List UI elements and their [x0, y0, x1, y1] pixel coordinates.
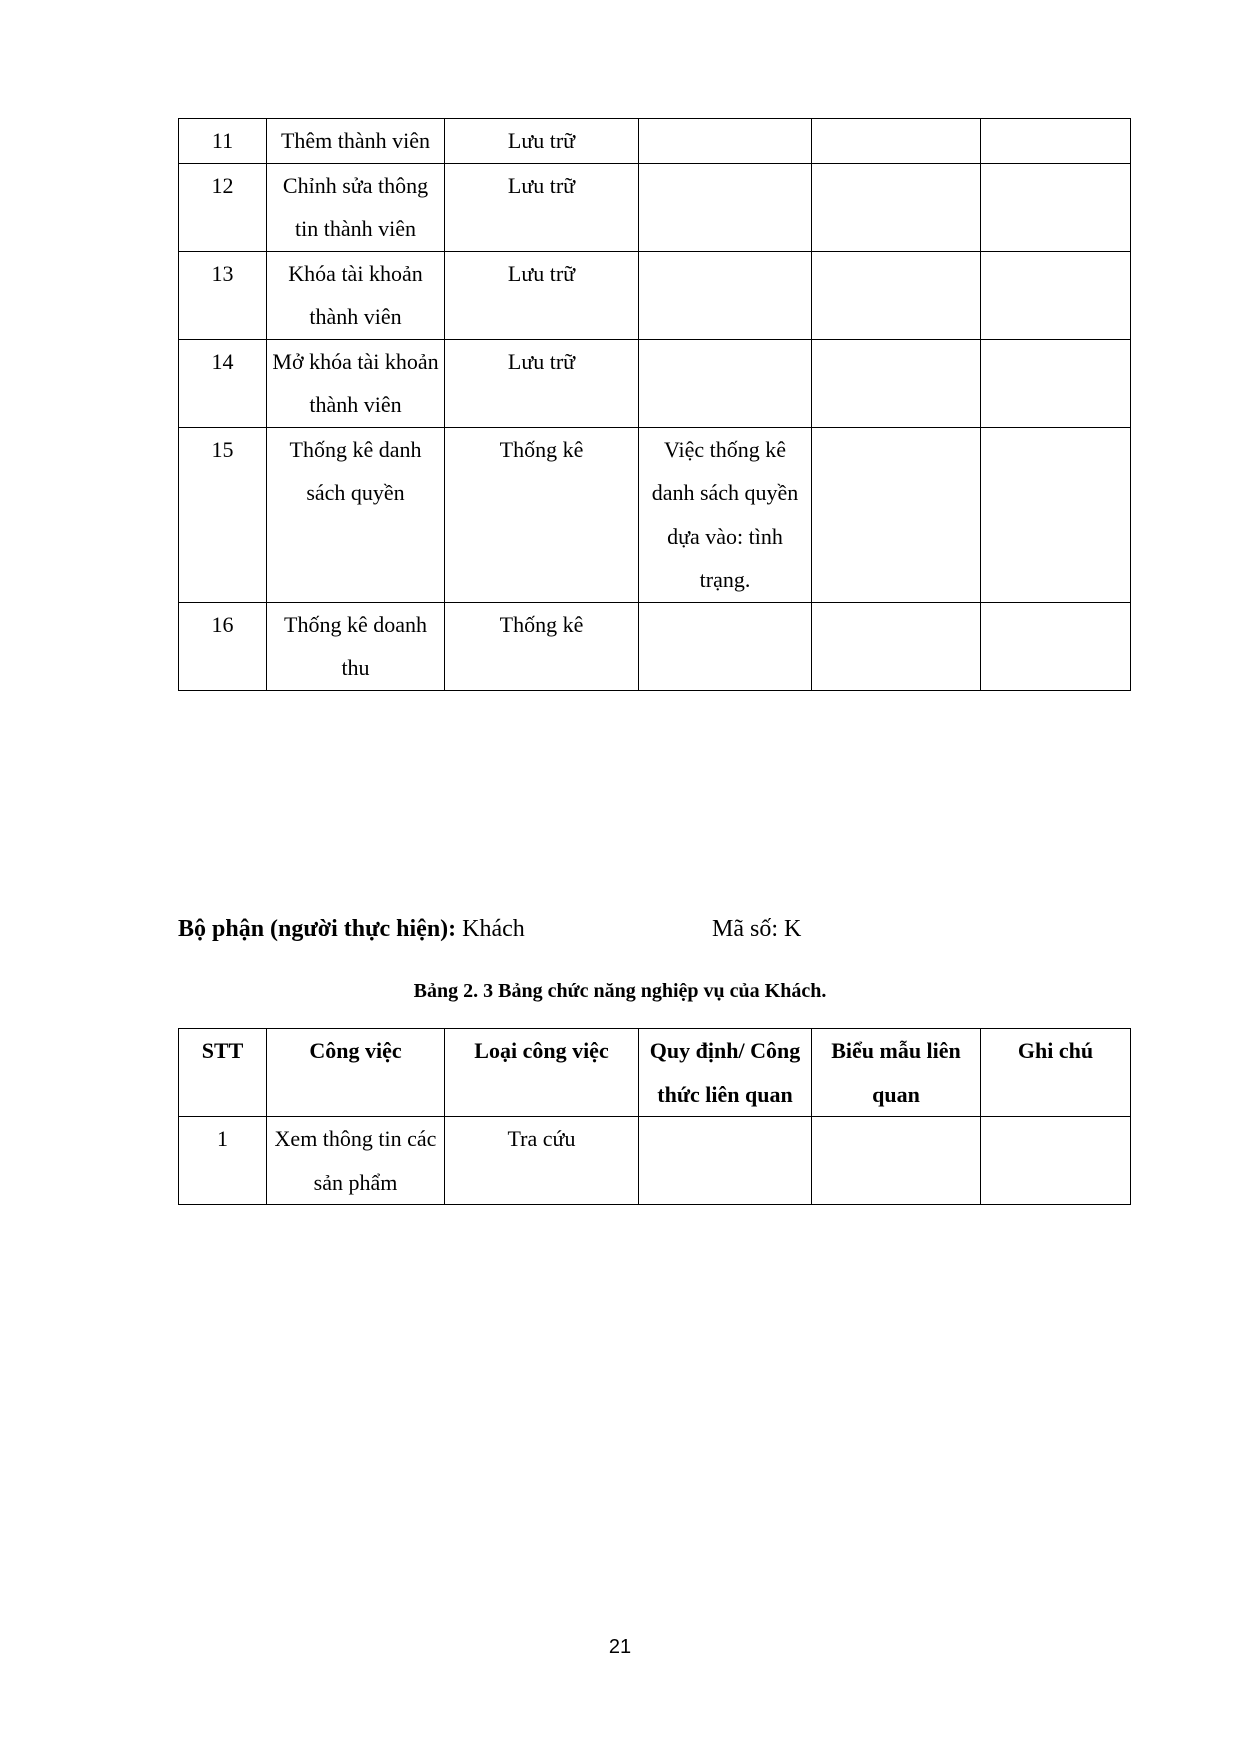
- rule-cell: [639, 251, 812, 339]
- note-cell: [981, 427, 1131, 602]
- note-cell: [981, 119, 1131, 164]
- task-cell: Thống kê danh sách quyền: [267, 427, 445, 602]
- header-task: Công việc: [267, 1029, 445, 1117]
- form-cell: [812, 602, 981, 690]
- table-row: [179, 1117, 1131, 1205]
- rule-cell: [639, 1117, 812, 1205]
- table-row: [179, 427, 1131, 602]
- table-header-row: [179, 1029, 1131, 1117]
- stt-cell: 11: [179, 119, 267, 164]
- table-row: [179, 163, 1131, 251]
- type-cell: Lưu trữ: [445, 339, 639, 427]
- rule-cell: [639, 602, 812, 690]
- type-cell: Thống kê: [445, 602, 639, 690]
- form-cell: [812, 251, 981, 339]
- stt-cell: 1: [179, 1117, 267, 1205]
- type-cell: Lưu trữ: [445, 163, 639, 251]
- department-value: Khách: [462, 916, 525, 942]
- table-caption: Bảng 2. 3 Bảng chức năng nghiệp vụ của Khách.: [413, 980, 827, 1002]
- rule-cell: [639, 339, 812, 427]
- table-row: [179, 339, 1131, 427]
- rule-cell: [639, 119, 812, 164]
- task-cell: Thống kê doanh thu: [267, 602, 445, 690]
- task-cell: Chỉnh sửa thông tin thành viên: [267, 163, 445, 251]
- type-cell: Tra cứu: [445, 1117, 639, 1205]
- form-cell: [812, 427, 981, 602]
- table-row: [179, 251, 1131, 339]
- form-cell: [812, 163, 981, 251]
- note-cell: [981, 1117, 1131, 1205]
- header-rule: Quy định/ Công thức liên quan: [639, 1029, 812, 1117]
- page-number: 21: [608, 1636, 632, 1658]
- form-cell: [812, 1117, 981, 1205]
- task-cell: Thêm thành viên: [267, 119, 445, 164]
- task-cell: Mở khóa tài khoản thành viên: [267, 339, 445, 427]
- rule-cell: [639, 163, 812, 251]
- note-cell: [981, 163, 1131, 251]
- stt-cell: 13: [179, 251, 267, 339]
- form-cell: [812, 119, 981, 164]
- type-cell: Lưu trữ: [445, 119, 639, 164]
- header-note: Ghi chú: [981, 1029, 1131, 1117]
- header-form: Biểu mẫu liên quan: [812, 1029, 981, 1117]
- table-row: [179, 119, 1131, 164]
- function-table-continued: [178, 118, 1131, 691]
- stt-cell: 15: [179, 427, 267, 602]
- note-cell: [981, 602, 1131, 690]
- department-code: Mã số: K: [712, 916, 802, 942]
- rule-cell: Việc thống kê danh sách quyền dựa vào: tình trạng.: [639, 427, 812, 602]
- task-cell: Khóa tài khoản thành viên: [267, 251, 445, 339]
- header-type: Loại công việc: [445, 1029, 639, 1117]
- note-cell: [981, 339, 1131, 427]
- table-row: [179, 602, 1131, 690]
- stt-cell: 12: [179, 163, 267, 251]
- task-cell: Xem thông tin các sản phẩm: [267, 1117, 445, 1205]
- stt-cell: 16: [179, 602, 267, 690]
- department-label: Bộ phận (người thực hiện):: [178, 916, 457, 942]
- note-cell: [981, 251, 1131, 339]
- type-cell: Thống kê: [445, 427, 639, 602]
- header-stt: STT: [179, 1029, 267, 1117]
- form-cell: [812, 339, 981, 427]
- stt-cell: 14: [179, 339, 267, 427]
- department-line: [178, 916, 525, 943]
- type-cell: Lưu trữ: [445, 251, 639, 339]
- guest-function-table: [178, 1028, 1131, 1205]
